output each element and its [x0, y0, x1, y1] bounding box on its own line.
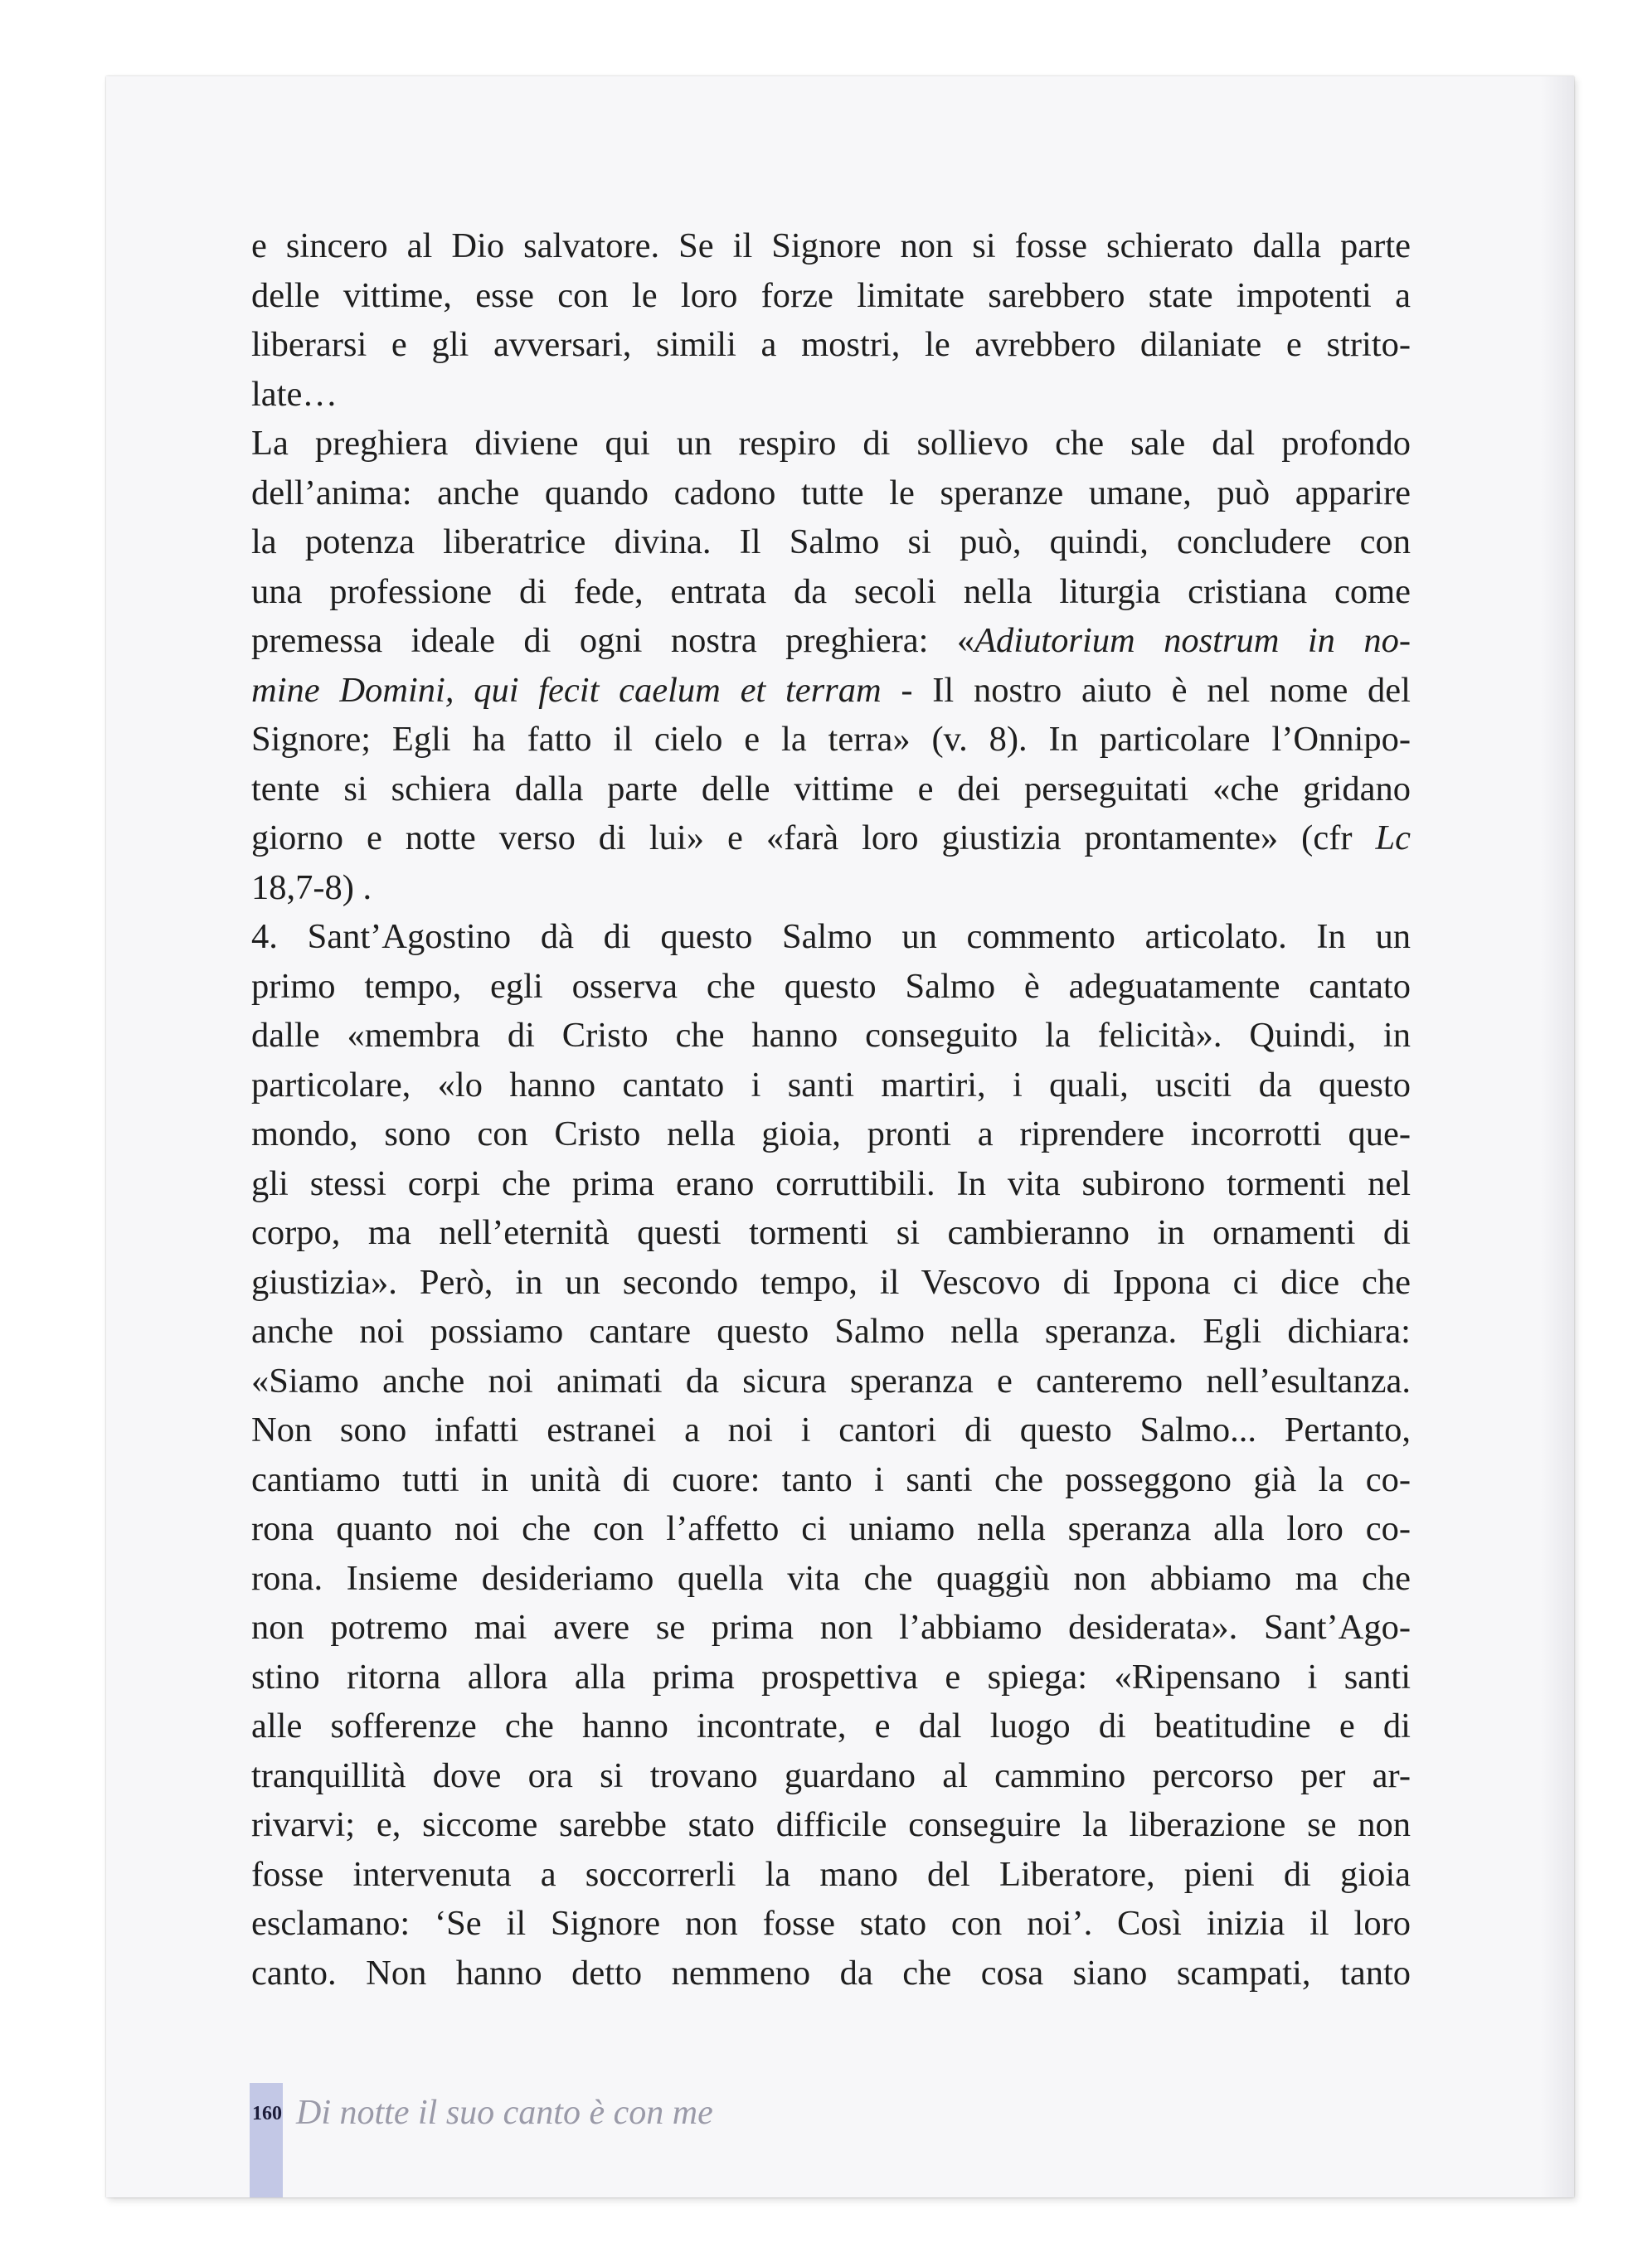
text-line: alle sofferenze che hanno incontrate, e dal luogo di beatitudine e di	[251, 1707, 1411, 1745]
running-title: Di notte il suo canto è con me	[296, 2094, 713, 2132]
text-line: particolare, «lo hanno cantato i santi martiri, i quali, usciti da questo	[251, 1065, 1411, 1105]
text-line: 4. Sant’Agostino dà di questo Salmo un commento articolato. In un	[251, 917, 1411, 956]
text-line: fosse intervenuta a soccorrerli la mano del Liberatore, pieni di gioia	[251, 1854, 1411, 1894]
text-line: tente si schiera dalla parte delle vittime e dei perseguitati «che gridano	[251, 769, 1411, 808]
page-number: 160	[252, 2103, 282, 2124]
text-line: canto. Non hanno detto nemmeno da che cosa siano scampati, tanto	[251, 1953, 1411, 1993]
text-line: delle vittime, esse con le loro forze limitate sarebbero state impotenti a	[251, 275, 1411, 315]
page-footer	[250, 2083, 996, 2191]
text-line: una professione di fede, entrata da secoli nella liturgia cristiana come	[251, 571, 1411, 611]
text-line: corpo, ma nell’eternità questi tormenti si cambieranno in ornamenti di	[251, 1213, 1411, 1252]
text-line: gli stessi corpi che prima erano corruttibili. In vita subirono tormenti nel	[251, 1163, 1411, 1203]
text-line: Non sono infatti estranei a noi i cantori di questo Salmo... Pertanto,	[251, 1410, 1411, 1449]
text-line: la potenza liberatrice divina. Il Salmo si può, quindi, concludere con	[251, 522, 1411, 561]
text-line	[251, 666, 1411, 716]
text-line: anche noi possiamo cantare questo Salmo nella speranza. Egli dichiara:	[251, 1312, 1411, 1351]
text-segment: - Il nostro aiuto è nel nome del	[881, 670, 1411, 710]
body-text	[251, 221, 1411, 1998]
page-number-tab	[250, 2083, 283, 2197]
text-line: mondo, sono con Cristo nella gioia, pronti a riprendere incorrotti que-	[251, 1114, 1411, 1153]
latin-quote-italic: mine Domini, qui fecit caelum et terram	[251, 670, 882, 710]
text-line: rona quanto noi che con l’affetto ci uniamo nella speranza alla loro co-	[251, 1509, 1411, 1548]
text-line: 18,7-8) .	[251, 867, 372, 907]
text-line: rivarvi; e, siccome sarebbe stato difficile conseguire la liberazione se non	[251, 1805, 1411, 1844]
text-line: esclamano: ‘Se il Signore non fosse stato con noi’. Così inizia il loro	[251, 1904, 1411, 1943]
text-line: Signore; Egli ha fatto il cielo e la terra» (v. 8). In particolare l’Onnipo-	[251, 720, 1411, 759]
text-line: «Siamo anche noi animati da sicura speranza e canteremo nell’esultanza.	[251, 1361, 1411, 1401]
text-line: dalle «membra di Cristo che hanno conseguito la felicità». Quindi, in	[251, 1016, 1411, 1055]
text-line	[251, 813, 1411, 863]
book-page	[106, 76, 1574, 2197]
text-line: tranquillità dove ora si trovano guardano al cammino percorso per ar-	[251, 1755, 1411, 1795]
text-line: La preghiera diviene qui un respiro di sollievo che sale dal profondo	[251, 424, 1411, 463]
text-line: giustizia». Però, in un secondo tempo, il Vescovo di Ippona ci dice che	[251, 1262, 1411, 1302]
text-line: late…	[251, 374, 338, 414]
text-line: e sincero al Dio salvatore. Se il Signore non si fosse schierato dalla parte	[251, 226, 1411, 265]
text-segment: premessa ideale di ogni nostra preghiera: «	[251, 621, 975, 660]
text-line: cantiamo tutti in unità di cuore: tanto i santi che posseggono già la co-	[251, 1459, 1411, 1499]
page-edge-shadow	[1541, 76, 1574, 2197]
text-line: non potremo mai avere se prima non l’abbiamo desiderata». Sant’Ago-	[251, 1608, 1411, 1647]
text-segment: giorno e notte verso di lui» e «farà loro giustizia prontamente» (cfr	[251, 818, 1376, 857]
latin-quote-italic: Adiutorium nostrum in no-	[974, 621, 1411, 660]
text-line: rona. Insieme desideriamo quella vita che quaggiù non abbiamo ma che	[251, 1558, 1411, 1598]
citation-italic: Lc	[1375, 818, 1411, 857]
text-line: primo tempo, egli osserva che questo Salmo è adeguatamente cantato	[251, 966, 1411, 1006]
text-line: stino ritorna allora alla prima prospettiva e spiega: «Ripensano i santi	[251, 1657, 1411, 1697]
text-line: liberarsi e gli avversari, simili a mostri, le avrebbero dilaniate e strito-	[251, 325, 1411, 364]
text-line	[251, 616, 1411, 666]
text-line: dell’anima: anche quando cadono tutte le speranze umane, può apparire	[251, 473, 1411, 512]
